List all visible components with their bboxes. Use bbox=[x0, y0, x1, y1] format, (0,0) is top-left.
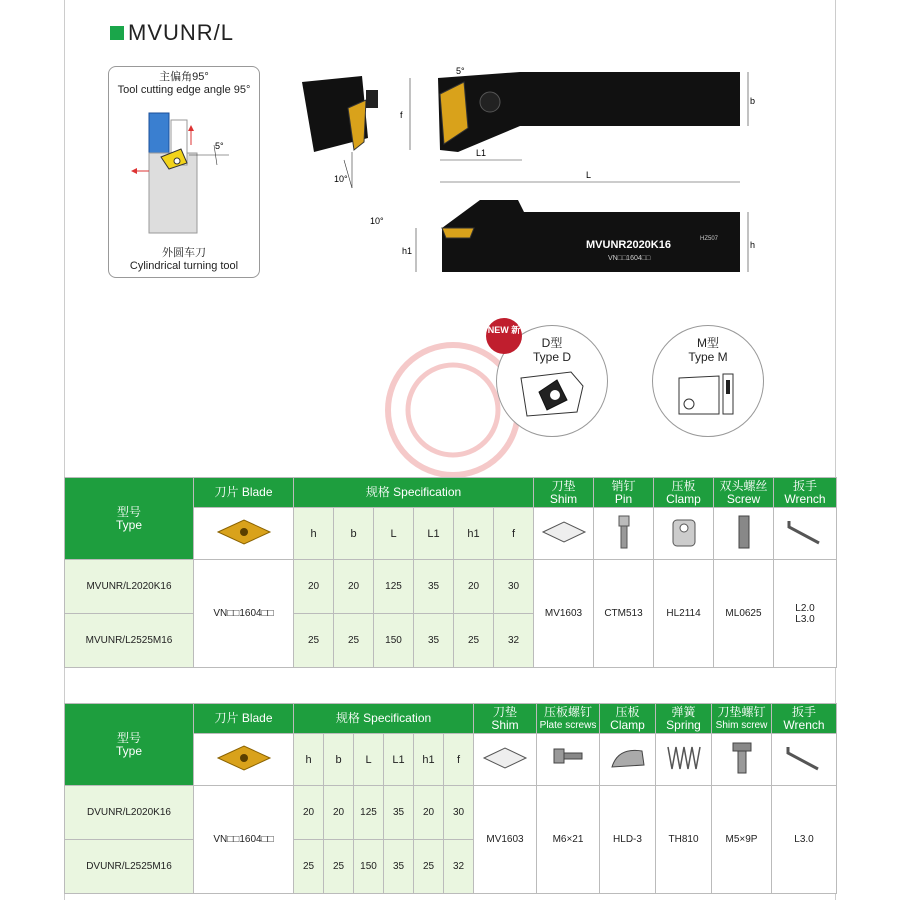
blade-insert-icon-2 bbox=[194, 734, 294, 786]
shim-icon-2 bbox=[474, 734, 537, 786]
col-L1: L1 bbox=[414, 508, 454, 560]
t2r1-L: 125 bbox=[354, 786, 384, 840]
type-d-cn: D型 bbox=[541, 336, 563, 350]
col2-f: f bbox=[444, 734, 474, 786]
tool-top-view bbox=[438, 72, 740, 152]
dim-h-label: h bbox=[750, 240, 756, 250]
r2-b: 25 bbox=[334, 614, 374, 668]
t2r2-h1: 25 bbox=[414, 840, 444, 894]
shim-header: 刀垫 Shim bbox=[534, 478, 594, 508]
clamp-header-2: 压板 Clamp bbox=[600, 704, 656, 734]
shim-screw-icon bbox=[712, 734, 772, 786]
title-text: MVUNR/L bbox=[128, 20, 235, 45]
t2r2-h: 25 bbox=[294, 840, 324, 894]
t2r2-L: 150 bbox=[354, 840, 384, 894]
type-m-circle bbox=[652, 325, 764, 437]
wrench-value-2: L3.0 bbox=[772, 786, 837, 894]
col2-L1: L1 bbox=[384, 734, 414, 786]
tool-mark2: VN□□1604□□ bbox=[608, 255, 651, 262]
spec-header: 规格 Specification bbox=[294, 478, 534, 508]
shim-header-2: 刀垫 Shim bbox=[474, 704, 537, 734]
angle-en: Tool cutting edge angle 95° bbox=[117, 84, 251, 96]
t2r2-L1: 35 bbox=[384, 840, 414, 894]
wrench-value: L2.0 L3.0 bbox=[774, 560, 837, 668]
spring-header: 弹簧 Spring bbox=[656, 704, 712, 734]
r1-L1: 35 bbox=[414, 560, 454, 614]
t2r2-f: 32 bbox=[444, 840, 474, 894]
col-L: L bbox=[374, 508, 414, 560]
clamp-header: 压板 Clamp bbox=[654, 478, 714, 508]
title-marker bbox=[110, 26, 124, 40]
r1-h1: 20 bbox=[454, 560, 494, 614]
spring-value: TH810 bbox=[656, 786, 712, 894]
t2r1-h: 20 bbox=[294, 786, 324, 840]
t2r1-b: 20 bbox=[324, 786, 354, 840]
clamp-icon bbox=[654, 508, 714, 560]
type-m-en: Type M bbox=[688, 350, 728, 364]
turning-diagram bbox=[119, 105, 249, 235]
type-m-cn: M型 bbox=[697, 336, 719, 350]
screw-value: ML0625 bbox=[714, 560, 774, 668]
type-m-label bbox=[653, 336, 763, 364]
panel-bottom-label bbox=[109, 247, 259, 273]
clamp-value: HL2114 bbox=[654, 560, 714, 668]
angle-10-label: 10° bbox=[334, 174, 348, 184]
r2-h1: 25 bbox=[454, 614, 494, 668]
col2-h1: h1 bbox=[414, 734, 444, 786]
r2-h: 25 bbox=[294, 614, 334, 668]
r1-L: 125 bbox=[374, 560, 414, 614]
r2-L1: 35 bbox=[414, 614, 454, 668]
type-d-en: Type D bbox=[532, 350, 571, 364]
blade-header: 刀片 Blade bbox=[194, 478, 294, 508]
page-title bbox=[110, 20, 234, 46]
wrench-header-2: 扳手 Wrench bbox=[772, 704, 837, 734]
plate-screw-icon bbox=[537, 734, 600, 786]
col2-L: L bbox=[354, 734, 384, 786]
cutting-angle-panel bbox=[108, 66, 260, 278]
tool-mark3: HZ507 bbox=[700, 236, 719, 242]
blade-insert-icon bbox=[194, 508, 294, 560]
spring-icon bbox=[656, 734, 712, 786]
col2-h: h bbox=[294, 734, 324, 786]
model-row-2: MVUNR/L2525M16 bbox=[65, 614, 194, 668]
new-badge: NEW 新 bbox=[486, 318, 522, 354]
tool-drawings bbox=[290, 60, 770, 290]
tool-mark: MVUNR2020K16 bbox=[586, 239, 671, 251]
type-header-2: 型号 Type bbox=[65, 704, 194, 786]
spec-table-mvunr bbox=[64, 477, 837, 668]
plate-screw-header: 压板螺钉 Plate screws bbox=[537, 704, 600, 734]
t2r2-b: 25 bbox=[324, 840, 354, 894]
blade-header-2: 刀片 Blade bbox=[194, 704, 294, 734]
dim-f-label: f bbox=[400, 110, 403, 120]
spec-table-dvunr bbox=[64, 703, 837, 894]
screw-header: 双头螺丝 Screw bbox=[714, 478, 774, 508]
col-h1: h1 bbox=[454, 508, 494, 560]
col-h: h bbox=[294, 508, 334, 560]
shim-screw-value: M5×9P bbox=[712, 786, 772, 894]
shim-screw-header: 刀垫螺钉 Shim screw bbox=[712, 704, 772, 734]
panel-top-label bbox=[109, 71, 259, 97]
blade-code-2: VN□□1604□□ bbox=[194, 786, 294, 894]
plate-screw-value: M6×21 bbox=[537, 786, 600, 894]
t2r1-L1: 35 bbox=[384, 786, 414, 840]
col-b: b bbox=[334, 508, 374, 560]
model2-row-2: DVUNR/L2525M16 bbox=[65, 840, 194, 894]
dim-L1-label: L1 bbox=[476, 148, 487, 158]
turning-cn: 外圆车刀 bbox=[162, 247, 206, 259]
shim-value: MV1603 bbox=[534, 560, 594, 668]
type-m-icon bbox=[675, 370, 745, 420]
shim-icon bbox=[534, 508, 594, 560]
col-f: f bbox=[494, 508, 534, 560]
model2-row-1: DVUNR/L2020K16 bbox=[65, 786, 194, 840]
shim-value-2: MV1603 bbox=[474, 786, 537, 894]
blade-code: VN□□1604□□ bbox=[194, 560, 294, 668]
screw-icon bbox=[714, 508, 774, 560]
type-header: 型号 Type bbox=[65, 478, 194, 560]
tool-side-view bbox=[442, 200, 740, 272]
model-row-1: MVUNR/L2020K16 bbox=[65, 560, 194, 614]
r1-b: 20 bbox=[334, 560, 374, 614]
dim-L-label: L bbox=[586, 170, 592, 180]
t2r1-f: 30 bbox=[444, 786, 474, 840]
t2r1-h1: 20 bbox=[414, 786, 444, 840]
wrench-icon bbox=[774, 508, 837, 560]
pin-icon bbox=[594, 508, 654, 560]
r1-h: 20 bbox=[294, 560, 334, 614]
dim-b-label: b bbox=[750, 96, 756, 106]
clamp-value-2: HLD-3 bbox=[600, 786, 656, 894]
col2-b: b bbox=[324, 734, 354, 786]
pin-value: CTM513 bbox=[594, 560, 654, 668]
angle-cn: 主偏角95° bbox=[159, 71, 209, 83]
r2-f: 32 bbox=[494, 614, 534, 668]
clamp-icon-2 bbox=[600, 734, 656, 786]
angle-10-side-label: 10° bbox=[370, 216, 384, 226]
pin-header: 销钉 Pin bbox=[594, 478, 654, 508]
spec-header-2: 规格 Specification bbox=[294, 704, 474, 734]
type-d-icon bbox=[517, 370, 587, 420]
angle-5-label: 5° bbox=[215, 141, 224, 151]
r1-f: 30 bbox=[494, 560, 534, 614]
dim-h1-label: h1 bbox=[402, 246, 413, 256]
wrench-header: 扳手 Wrench bbox=[774, 478, 837, 508]
r2-L: 150 bbox=[374, 614, 414, 668]
wrench-icon-2 bbox=[772, 734, 837, 786]
turning-en: Cylindrical turning tool bbox=[129, 260, 239, 272]
angle-5-top-label: 5° bbox=[456, 66, 465, 76]
